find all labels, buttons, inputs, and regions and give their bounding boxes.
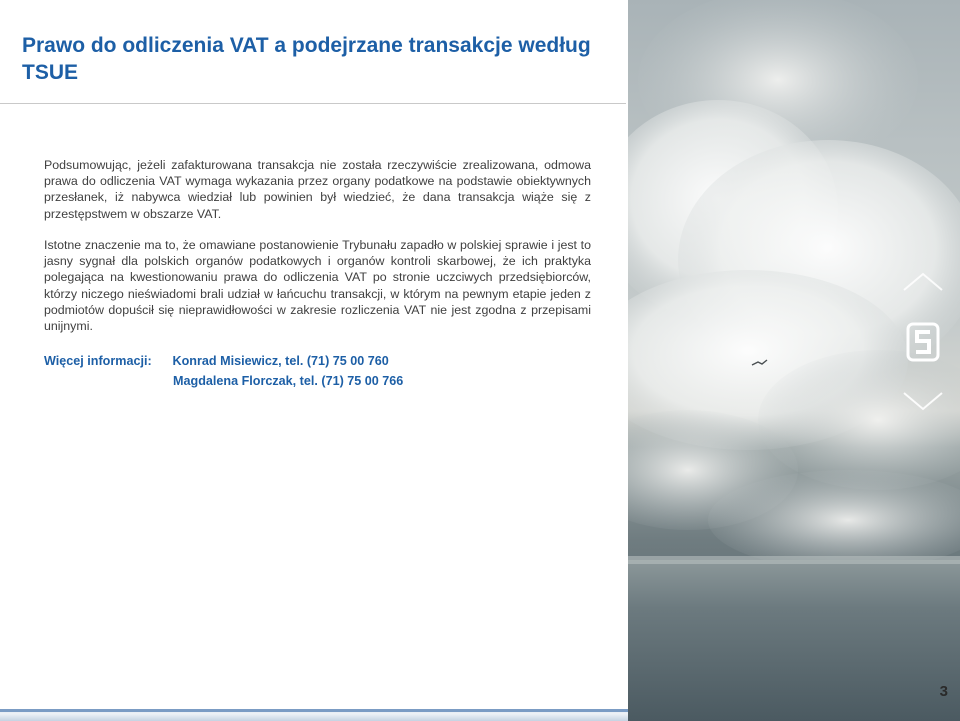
contact-info <box>44 351 403 391</box>
page-number: 3 <box>939 683 948 700</box>
title-divider <box>0 103 626 104</box>
contact-person-1: Konrad Misiewicz, tel. (71) 75 00 760 <box>172 354 389 368</box>
significance-paragraph: Istotne znaczenie ma to, że omawiane postanowienie Trybunału zapadło w polskiej sprawie i jest to jasny sygnał dla polskich organów podatkowych i organów kontroli skarbowej, że ich praktyka polegająca na kwestionowaniu prawa do odliczenia VAT po stronie uczciwych przedsiębiorców, którzy niczego nieświadomi brali udział w łańcuchu transakcji, w którym na pewnym etapie jeden z podmiotów dopuścił się nieprawidłowości w zakresie rozliczenia VAT nie jest zgodna z przepisami unijnymi. <box>44 238 591 334</box>
page-title: Prawo do odliczenia VAT a podejrzane transakcje według TSUE <box>22 34 591 84</box>
footer-bar <box>0 709 628 721</box>
chevron-down-icon <box>900 385 946 415</box>
chevron-up-icon <box>900 268 946 296</box>
summary-paragraph: Podsumowując, jeżeli zafakturowana transakcja nie została rzeczywiście zrealizowana, odmowa prawa do odliczenia VAT wymaga wykazania przez organy podatkowe na podstawie obiektywnych przesłanek, iż nabywca wiedział lub powinien był wiedzieć, że dana transakcja wiąże się z przestępstwem w obszarze VAT. <box>44 158 591 221</box>
sky-field-image <box>628 0 960 721</box>
contact-label: Więcej informacji: <box>44 354 152 368</box>
company-logo-icon <box>906 322 940 362</box>
contact-person-2: Magdalena Florczak, tel. (71) 75 00 766 <box>173 374 404 388</box>
